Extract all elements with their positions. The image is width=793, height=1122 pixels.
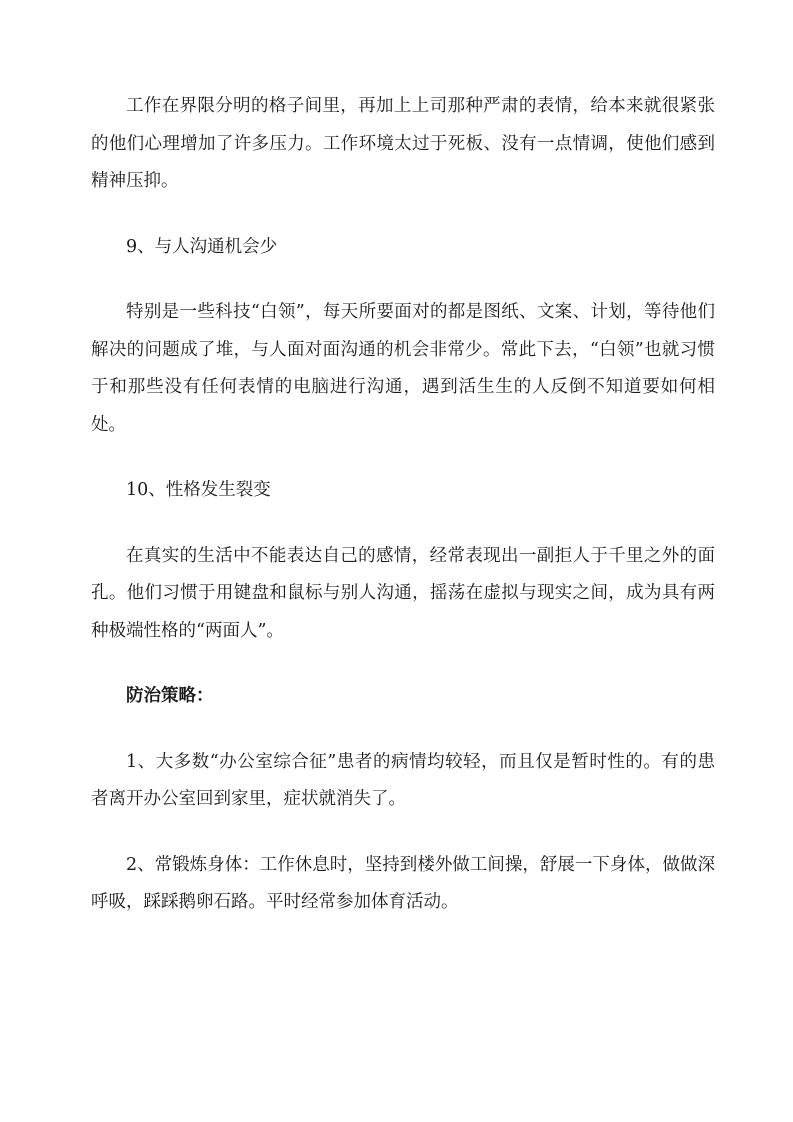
heading-communication: 9、与人沟通机会少 [126,236,278,257]
heading-prevention-strategy: 防治策略： [126,686,214,706]
paragraph-personality: 在真实的生活中不能表达自己的感情，经常表现出一副拒人于千里之外的面孔。他们习惯于用键盘和鼠标与别人沟通，摇荡在虚拟与现实之间，成为具有两种极端性格的“两面人”。 [91,545,715,641]
paragraph-strategy-2: 2、常锻炼身体：工作休息时，坚持到楼外做工间操，舒展一下身体，做做深呼吸，踩踩鹅卵石路。平时经常参加体育活动。 [91,854,715,912]
paragraph-work-environment: 工作在界限分明的格子间里，再加上上司那种严肃的表情，给本来就很紧张的他们心理增加了许多压力。工作环境太过于死板、没有一点情调，使他们感到精神压抑。 [91,96,715,191]
heading-personality: 10、性格发生裂变 [126,480,271,500]
paragraph-white-collar: 特别是一些科技“白领”，每天所要面对的都是图纸、文案、计划，等待他们解决的问题成了堆，与人面对面沟通的机会非常少。常此下去，“白领”也就习惯于和那些没有任何表情的电脑进行沟通，遇到活生生的人反倒不知道要如何相处。 [91,302,715,435]
document-body [91,88,715,950]
paragraph-strategy-1: 1、大多数“办公室综合征”患者的病情均较轻，而且仅是暂时性的。有的患者离开办公室回到家里，症状就消失了。 [91,751,715,809]
